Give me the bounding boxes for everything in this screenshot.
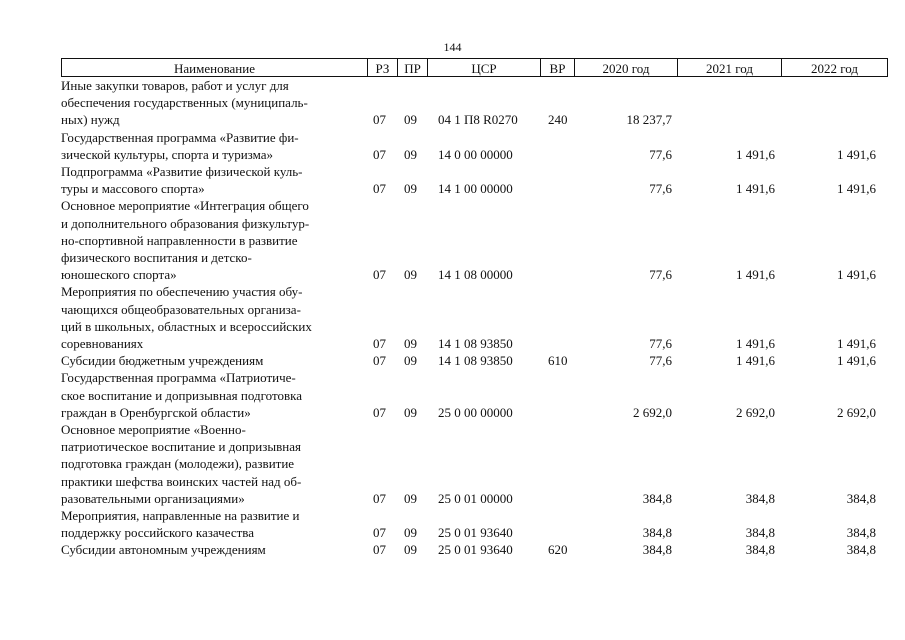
cell-y2021: 1 491,6 [736,353,775,369]
row-name-line: ское воспитание и допризывная подготовка [61,387,302,403]
cell-y2022: 384,8 [846,525,876,541]
cell-y2020: 77,6 [649,336,672,352]
row-name-line: обеспечения государственных (муниципаль- [61,95,308,111]
cell-y2022: 1 491,6 [837,336,876,352]
table-row [61,369,888,421]
row-name-line: практики шефства воинских частей над об- [61,473,302,489]
cell-pr: 09 [404,181,417,197]
row-name-line: Подпрограмма «Развитие физической куль- [61,164,303,180]
cell-csr: 04 1 П8 R0270 [438,112,518,128]
table-row [61,352,888,369]
cell-y2020: 384,8 [642,525,672,541]
cell-csr: 14 1 08 93850 [438,336,513,352]
row-name [61,541,361,558]
row-name-line: разовательными организациями» [61,490,245,506]
row-name-line: Субсидии бюджетным учреждениям [61,353,264,369]
cell-rz: 07 [373,404,386,420]
row-name-line: Основное мероприятие «Интеграция общего [61,198,309,214]
row-name-line: чающихся общеобразовательных организа- [61,301,301,317]
row-name-line: Основное мероприятие «Военно- [61,422,246,438]
cell-y2022: 1 491,6 [837,181,876,197]
row-name-line: зической культуры, спорта и туризма» [61,146,274,162]
cell-pr: 09 [404,490,417,506]
row-name-line: туры и массового спорта» [61,181,205,197]
cell-csr: 14 1 08 93850 [438,353,513,369]
table-row [61,507,888,541]
table-row [61,283,888,352]
row-name-line: соревнованиях [61,336,144,352]
row-name [61,507,361,541]
cell-y2020: 77,6 [649,146,672,162]
cell-y2021: 1 491,6 [736,336,775,352]
cell-csr: 25 0 00 00000 [438,404,513,420]
cell-y2021: 1 491,6 [736,181,775,197]
table-row [61,129,888,163]
cell-rz: 07 [373,112,386,128]
cell-csr: 14 0 00 00000 [438,146,513,162]
cell-rz: 07 [373,490,386,506]
cell-csr: 25 0 01 00000 [438,490,513,506]
table-body [61,77,888,559]
row-name-line: Государственная программа «Патриотиче- [61,370,296,386]
header-csr: ЦСР [427,59,540,76]
row-name-line: но-спортивной направленности в развитие [61,232,298,248]
cell-rz: 07 [373,146,386,162]
cell-vr: 620 [548,542,568,558]
cell-vr: 610 [548,353,568,369]
row-name [61,77,361,129]
row-name-line: и дополнительного образования физкультур- [61,215,310,231]
row-name-line: физического воспитания и детско- [61,250,252,266]
header-2020: 2020 год [574,59,677,76]
table-row [61,163,888,197]
header-rz: РЗ [367,59,397,76]
cell-rz: 07 [373,336,386,352]
row-name-line: подготовка граждан (молодежи), развитие [61,456,295,472]
row-name-line: Иные закупки товаров, работ и услуг для [61,78,289,93]
header-pr: ПР [397,59,427,76]
cell-pr: 09 [404,267,417,283]
cell-csr: 25 0 01 93640 [438,542,513,558]
cell-vr: 240 [548,112,568,128]
cell-pr: 09 [404,336,417,352]
row-name [61,283,361,352]
row-name-line: патриотическое воспитание и допризывная [61,439,301,455]
table-row [61,421,888,507]
row-name [61,129,361,163]
cell-pr: 09 [404,404,417,420]
cell-y2022: 384,8 [846,490,876,506]
cell-csr: 25 0 01 93640 [438,525,513,541]
cell-y2021: 1 491,6 [736,146,775,162]
header-2022: 2022 год [781,59,888,76]
header-vr: ВР [540,59,574,76]
cell-y2020: 77,6 [649,353,672,369]
cell-rz: 07 [373,181,386,197]
row-name-line: Субсидии автономным учреждениям [61,542,266,558]
cell-y2020: 77,6 [649,267,672,283]
cell-y2020: 384,8 [642,490,672,506]
cell-y2021: 384,8 [745,542,775,558]
cell-pr: 09 [404,353,417,369]
cell-y2020: 384,8 [642,542,672,558]
cell-y2020: 18 237,7 [626,112,672,128]
cell-pr: 09 [404,525,417,541]
cell-rz: 07 [373,542,386,558]
cell-y2022: 1 491,6 [837,146,876,162]
row-name-line: ций в школьных, областных и всероссийских [61,318,312,334]
row-name-line: Мероприятия по обеспечению участия обу- [61,284,303,300]
row-name-line: ных) нужд [61,112,120,128]
cell-pr: 09 [404,146,417,162]
row-name-line: граждан в Оренбургской области» [61,404,251,420]
row-name-line: юношеского спорта» [61,267,177,283]
cell-rz: 07 [373,353,386,369]
row-name [61,352,361,369]
row-name [61,197,361,283]
row-name-line: поддержку российского казачества [61,525,255,541]
table-row [61,541,888,558]
row-name [61,369,361,421]
row-name-line: Государственная программа «Развитие фи- [61,129,299,145]
cell-csr: 14 1 00 00000 [438,181,513,197]
cell-y2021: 1 491,6 [736,267,775,283]
cell-rz: 07 [373,267,386,283]
cell-csr: 14 1 08 00000 [438,267,513,283]
cell-y2022: 2 692,0 [837,404,876,420]
row-name [61,421,361,507]
cell-y2020: 2 692,0 [633,404,672,420]
cell-y2022: 1 491,6 [837,353,876,369]
cell-y2021: 2 692,0 [736,404,775,420]
cell-y2021: 384,8 [745,490,775,506]
cell-y2020: 77,6 [649,181,672,197]
page-number: 144 [443,40,462,54]
cell-y2022: 1 491,6 [837,267,876,283]
cell-y2022: 384,8 [846,542,876,558]
header-name: Наименование [61,59,367,76]
table-row [61,77,888,129]
cell-pr: 09 [404,542,417,558]
table-row [61,197,888,283]
header-2021: 2021 год [677,59,781,76]
cell-rz: 07 [373,525,386,541]
table-header [61,58,888,77]
row-name [61,163,361,197]
cell-y2021: 384,8 [745,525,775,541]
cell-pr: 09 [404,112,417,128]
row-name-line: Мероприятия, направленные на развитие и [61,508,300,524]
